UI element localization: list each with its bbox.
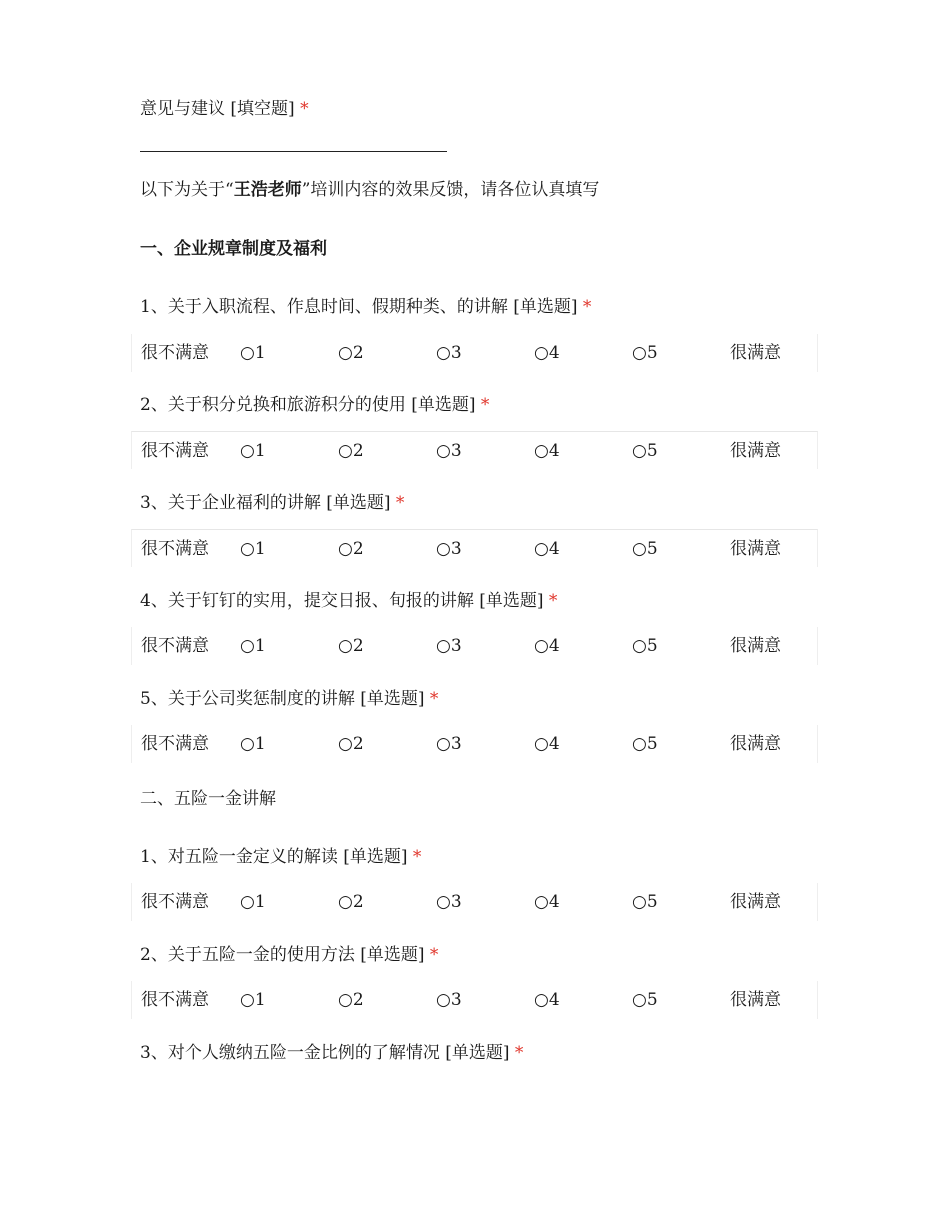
rating-option-5[interactable]: ○5	[632, 441, 658, 461]
rating-scale	[131, 981, 818, 1019]
scale-high-label: 很满意	[730, 441, 781, 461]
rating-option-2[interactable]: ○2	[338, 734, 364, 754]
scale-low-label: 很不满意	[141, 441, 209, 461]
rating-scale	[131, 725, 818, 763]
scale-high-label: 很满意	[730, 636, 781, 656]
scale-low-label: 很不满意	[141, 343, 209, 363]
rating-option-3[interactable]: ○3	[436, 990, 462, 1010]
rating-option-1[interactable]: ○1	[240, 539, 266, 559]
rating-option-4[interactable]: ○4	[534, 343, 560, 363]
required-mark: *	[514, 1043, 524, 1063]
scale-high-label: 很满意	[730, 990, 781, 1010]
rating-option-2[interactable]: ○2	[338, 990, 364, 1010]
rating-option-4[interactable]: ○4	[534, 441, 560, 461]
scale-low-label: 很不满意	[141, 990, 209, 1010]
rating-option-3[interactable]: ○3	[436, 734, 462, 754]
required-mark: *	[480, 395, 490, 415]
required-mark: *	[395, 493, 405, 513]
rating-option-1[interactable]: ○1	[240, 990, 266, 1010]
scale-low-label: 很不满意	[141, 539, 209, 559]
rating-option-2[interactable]: ○2	[338, 539, 364, 559]
question-title: 1、对五险一金定义的解读 [单选题] *	[140, 847, 422, 867]
scale-high-label: 很满意	[730, 734, 781, 754]
question-title: 2、关于五险一金的使用方法 [单选题] *	[140, 945, 439, 965]
required-mark: *	[582, 297, 592, 317]
rating-option-1[interactable]: ○1	[240, 441, 266, 461]
scale-high-label: 很满意	[730, 343, 781, 363]
rating-option-5[interactable]: ○5	[632, 892, 658, 912]
question-title: 1、关于入职流程、作息时间、假期种类、的讲解 [单选题] *	[140, 297, 592, 317]
intro-text: 以下为关于“王浩老师”培训内容的效果反馈，请各位认真填写	[140, 180, 600, 200]
rating-scale	[131, 431, 818, 469]
rating-option-5[interactable]: ○5	[632, 734, 658, 754]
rating-option-1[interactable]: ○1	[240, 636, 266, 656]
scale-high-label: 很满意	[730, 892, 781, 912]
question-title: 5、关于公司奖惩制度的讲解 [单选题] *	[140, 689, 439, 709]
scale-high-label: 很满意	[730, 539, 781, 559]
required-mark: *	[300, 99, 309, 119]
required-mark: *	[548, 591, 558, 611]
rating-option-1[interactable]: ○1	[240, 343, 266, 363]
question-title: 4、关于钉钉的实用，提交日报、旬报的讲解 [单选题] *	[140, 591, 558, 611]
rating-option-5[interactable]: ○5	[632, 990, 658, 1010]
rating-option-5[interactable]: ○5	[632, 539, 658, 559]
rating-option-2[interactable]: ○2	[338, 343, 364, 363]
scale-low-label: 很不满意	[141, 734, 209, 754]
question-title: 3、关于企业福利的讲解 [单选题] *	[140, 493, 405, 513]
open-question-title: 意见与建议 [填空题] *	[140, 99, 309, 119]
scale-low-label: 很不满意	[141, 636, 209, 656]
rating-option-4[interactable]: ○4	[534, 539, 560, 559]
rating-option-3[interactable]: ○3	[436, 636, 462, 656]
rating-option-5[interactable]: ○5	[632, 343, 658, 363]
rating-option-2[interactable]: ○2	[338, 636, 364, 656]
teacher-name: 王浩老师	[233, 180, 302, 200]
rating-option-3[interactable]: ○3	[436, 343, 462, 363]
rating-option-1[interactable]: ○1	[240, 734, 266, 754]
rating-option-3[interactable]: ○3	[436, 441, 462, 461]
rating-option-3[interactable]: ○3	[436, 892, 462, 912]
rating-option-2[interactable]: ○2	[338, 441, 364, 461]
rating-option-4[interactable]: ○4	[534, 636, 560, 656]
required-mark: *	[412, 847, 422, 867]
section-title: 一、企业规章制度及福利	[140, 239, 327, 259]
rating-scale	[131, 883, 818, 921]
section-title: 二、五险一金讲解	[140, 789, 276, 809]
answer-blank-line[interactable]	[140, 151, 447, 152]
rating-option-5[interactable]: ○5	[632, 636, 658, 656]
question-title: 2、关于积分兑换和旅游积分的使用 [单选题] *	[140, 395, 490, 415]
rating-option-2[interactable]: ○2	[338, 892, 364, 912]
scale-low-label: 很不满意	[141, 892, 209, 912]
rating-option-1[interactable]: ○1	[240, 892, 266, 912]
rating-option-4[interactable]: ○4	[534, 734, 560, 754]
rating-scale	[131, 334, 818, 372]
required-mark: *	[429, 689, 439, 709]
rating-scale	[131, 529, 818, 567]
required-mark: *	[429, 945, 439, 965]
rating-scale	[131, 627, 818, 665]
rating-option-4[interactable]: ○4	[534, 990, 560, 1010]
question-title: 3、对个人缴纳五险一金比例的了解情况 [单选题] *	[140, 1043, 524, 1063]
rating-option-3[interactable]: ○3	[436, 539, 462, 559]
rating-option-4[interactable]: ○4	[534, 892, 560, 912]
